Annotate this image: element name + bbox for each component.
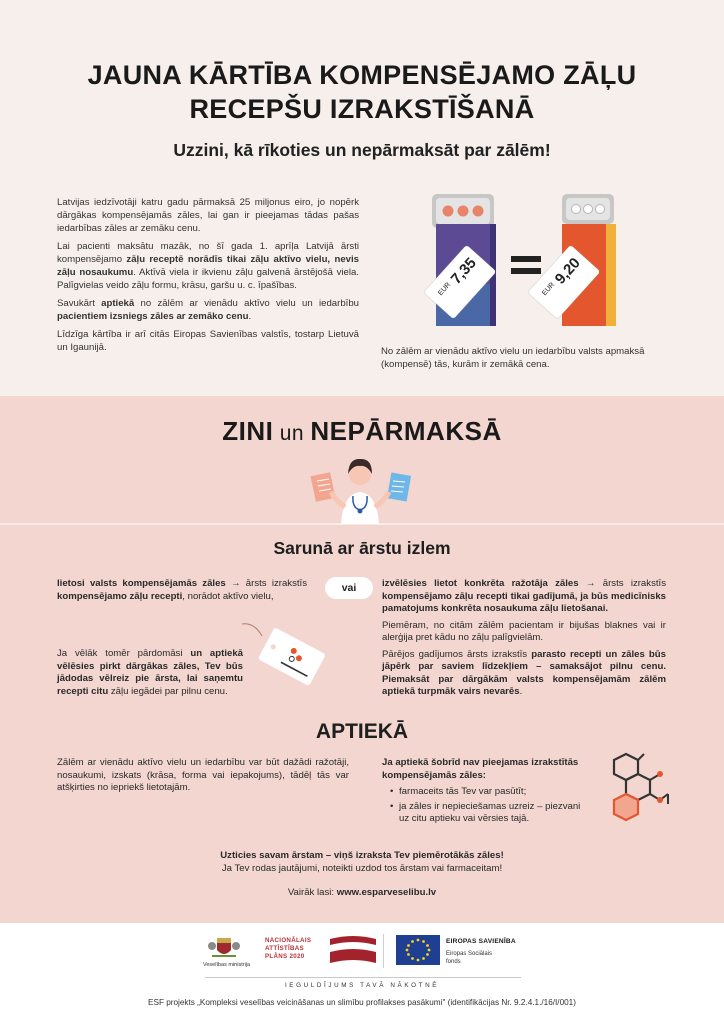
zini-heading: ZINI un NEPĀRMAKSĀ <box>222 416 502 446</box>
nap2020-flag-icon <box>328 933 378 967</box>
or-badge: vai <box>325 577 373 599</box>
eu-fund-label: Eiropas Sociālais fonds <box>446 951 493 965</box>
doctor-right-text: izvēlēsies lietot konkrēta ražotāja zāles → ārsts izrakstīs kompensējamo zāļu recepti tikai gadījumā, ja būs medicīnisks pamatojums konkrēta nosaukuma zāļu lietošanai. Piemēram, no citām zālēm pacientam ir bijušas blaknes vai ir alerģija pret kādu no zāļu palīgvielām. Pārējos gadījumos ārsts izrakstīs parasto recepti un zāles būs jāpērk par saviem līdzekļiem – samaksājot pilnu cenu. Piemaksāt par dārgākām valsts kompensējamām zālēm aptiekā turpmāk vairs nevarēs. <box>382 578 666 697</box>
nap2020-logo-text: NACIONĀLAIS ATTĪSTĪBAS PLĀNS 2020 <box>265 937 312 960</box>
intro-paragraph-1: Latvijas iedzīvotāji katru gadu pārmaksā 25 miljonus eiro, jo nopērk dārgākas kompensējamās zāles, lai gan ir pieejamas tādas pašas iedarbības zāles ar zemāku cenu. <box>57 197 359 234</box>
drug-caption: No zālēm ar vienādu aktīvo vielu un iedarbību valsts apmaksā (kompensē) tās, kurām ir zemākā cena. <box>381 346 645 370</box>
drug-comparison-illustration <box>410 186 650 336</box>
footer-divider <box>205 977 521 978</box>
left-price-currency: EUR <box>437 281 453 298</box>
molecule-icon <box>598 752 678 824</box>
eu-title: EIROPAS SAVIENĪBA <box>446 938 516 945</box>
title-line-2: RECEPŠU IZRAKSTĪŠANĀ <box>189 94 535 124</box>
intro-paragraph-3: Savukārt aptiekā no zālēm ar vienādu aktīvo vielu un iedarbību pacientiem izsniegs zāles ar zemāko cenu. <box>57 298 359 322</box>
trust-message: Uzticies savam ārstam – viņš izraksta Tev piemērotākās zāles! Ja Tev rodas jautājumi, noteikti uzdod tos ārstam vai farmaceitam! <box>220 850 504 874</box>
website-link[interactable]: www.esparveselibu.lv <box>336 887 437 898</box>
pharmacy-heading: APTIEKĀ <box>315 720 409 743</box>
doctor-heading: Sarunā ar ārstu izlem <box>273 538 451 558</box>
doctor-illustration <box>305 452 415 524</box>
right-price-value: 9,20 <box>551 254 584 288</box>
pharmacy-options-list <box>390 786 582 826</box>
title-line-1: JAUNA KĀRTĪBA KOMPENSĒJAMO ZĀĻU <box>87 60 637 90</box>
pharmacy-left-text: Zālēm ar vienādu aktīvo vielu un iedarbību var būt dažādi ražotāji, nosaukumi, izskats (krāsa, forma vai iepakojums), tādēļ tās var atšķirties no iepriekš lietotajām. <box>57 757 349 793</box>
doctor-later-text: Ja vēlāk tomēr pārdomāsi un aptiekā vēlēsies pirkt dārgākas zāles, Tev būs jādodas vēlreiz pie ārsta, lai saņemtu recepti citu zāļu iegādei par pilnu cenu. <box>57 648 243 697</box>
intro-paragraph-4: Līdzīga kārtība ir arī citās Eiropas Savienības valstīs, tostarp Lietuvā un Igaunijā. <box>57 329 359 353</box>
prescription-tag-icon <box>240 620 330 690</box>
right-price-currency: EUR <box>541 281 557 298</box>
pharmacy-right-text: Ja aptiekā šobrīd nav pieejamas izrakstītās kompensējamās zāles: • farmaceits tās Tev var pasūtīt; • ja zāles ir nepieciešamas uzreiz – piezvani uz citu aptieku vai vērsies tajā. <box>382 757 582 828</box>
ministry-coat-of-arms <box>207 934 241 962</box>
page-subtitle: Uzzini, kā rīkoties un nepārmaksāt par zālēm! <box>173 140 551 160</box>
logo-divider <box>383 934 384 968</box>
investing-slogan: IEGULDĪJUMS TAVĀ NĀKOTNĒ <box>284 982 440 989</box>
list-item: • ja zāles ir nepieciešamas uzreiz – piezvani uz citu aptieku vai vērsies tajā. <box>390 801 582 826</box>
list-item: • farmaceits tās Tev var pasūtīt; <box>390 786 582 799</box>
ministry-label: Veselības ministrija <box>203 962 251 968</box>
page-title <box>40 58 684 126</box>
eu-flag-icon <box>396 935 440 965</box>
intro-text <box>57 196 359 359</box>
left-price-value: 7,35 <box>447 254 480 288</box>
doctor-left-text: lietosi valsts kompensējamās zāles → ārsts izrakstīs kompensējamo zāļu recepti, norādot aktīvo vielu, <box>57 578 308 602</box>
esf-project-line: ESF projekts „Kompleksi veselības veicināšanas un slimību profilakses pasākumi" (identifikācijas Nr. 9.2.4.1./16/I/001) <box>148 998 576 1007</box>
read-more: Vairāk lasi: www.esparveselibu.lv <box>287 887 437 898</box>
intro-paragraph-2: Lai pacienti maksātu mazāk, no šī gada 1. aprīļa Latvijā ārsti kompensējamo zāļu receptē norādīs tikai zāļu aktīvo vielu, nevis zāļu nosaukumu. Aktīvā viela ir ikvienu zāļu galvenā ārstējošā viela. Palīgvielas veido zāļu formu, krāsu, garšu u. c. īpašības. <box>57 241 359 291</box>
